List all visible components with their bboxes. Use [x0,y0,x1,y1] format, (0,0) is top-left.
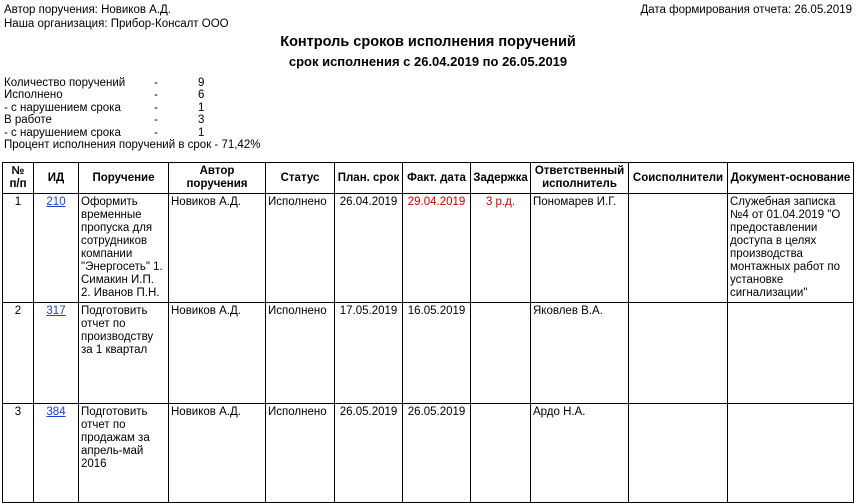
col-header-plan: План. срок [335,163,403,194]
cell-doc: Служебная записка №4 от 01.04.2019 "О предоставлении доступа в целях производства монтажных работ по установке сигнализации" [728,194,854,303]
col-header-author: Автор поручения [169,163,266,194]
cell-author: Новиков А.Д. [169,404,266,503]
cell-status: Исполнено [266,194,335,303]
cell-status: Исполнено [266,303,335,404]
cell-co [629,404,728,503]
cell-id [34,194,79,303]
cell-fact: 29.04.2019 [403,194,471,303]
cell-id [34,303,79,404]
col-header-doc: Документ-основание [728,163,854,194]
table-row [3,194,854,303]
cell-delay: 3 р.д. [471,194,531,303]
task-id-link[interactable]: 317 [46,305,66,317]
table-header-row [3,163,854,194]
cell-responsible: Яковлев В.А. [531,303,629,404]
col-header-responsible: Ответственный исполнитель [531,163,629,194]
col-header-id: ИД [34,163,79,194]
cell-task: Подготовить отчет по производству за 1 квартал [79,303,169,404]
task-id-link[interactable]: 384 [46,406,66,418]
author-line: Автор поручения: Новиков А.Д. [4,4,172,16]
cell-fact: 26.05.2019 [403,404,471,503]
cell-plan: 26.04.2019 [335,194,403,303]
on-time-percent: Процент исполнения поручений в срок - 71,42% [4,139,261,151]
organization-line: Наша организация: Прибор-Консалт ООО [4,18,229,30]
cell-author: Новиков А.Д. [169,194,266,303]
table-row [3,303,854,404]
cell-responsible: Ардо Н.А. [531,404,629,503]
stat-label: - с нарушением срока [4,126,121,139]
cell-co [629,194,728,303]
stat-label: - с нарушением срока [4,101,121,114]
report-date: Дата формирования отчета: 26.05.2019 [640,4,852,16]
stat-done-late [4,102,304,114]
col-header-status: Статус [266,163,335,194]
stat-value: 1 [198,101,205,114]
report-header-left [4,3,229,31]
stat-done [4,89,304,101]
stats-block [4,77,304,139]
stat-value: 1 [198,126,205,139]
stat-total [4,77,304,89]
cell-num: 2 [3,303,34,404]
stat-value: 6 [198,89,205,102]
col-header-fact: Факт. дата [403,163,471,194]
report-title: Контроль сроков исполнения поручений [280,34,576,50]
stat-in-work-late [4,127,304,139]
cell-delay [471,404,531,503]
cell-responsible: Пономарев И.Г. [531,194,629,303]
tasks-table [2,162,854,503]
col-header-task: Поручение [79,163,169,194]
stat-label: Количество поручений [4,77,126,89]
stat-dash: - [154,126,158,139]
col-header-num: № п/п [3,163,34,194]
stat-value: 9 [198,77,205,89]
cell-id [34,404,79,503]
cell-task: Подготовить отчет по продажам за апрель-май 2016 [79,404,169,503]
stat-value: 3 [198,114,205,127]
stat-in-work [4,114,304,126]
cell-num: 3 [3,404,34,503]
table-row [3,404,854,503]
cell-num: 1 [3,194,34,303]
stat-dash: - [154,101,158,114]
stat-dash: - [154,89,158,102]
cell-fact: 16.05.2019 [403,303,471,404]
task-id-link[interactable]: 210 [46,196,66,208]
col-header-delay: Задержка [471,163,531,194]
cell-doc [728,404,854,503]
cell-co [629,303,728,404]
cell-plan: 26.05.2019 [335,404,403,503]
cell-status: Исполнено [266,404,335,503]
cell-delay [471,303,531,404]
cell-plan: 17.05.2019 [335,303,403,404]
cell-task: Оформить временные пропуска для сотрудников компании "Энергосеть" 1. Симакин И.П. 2. Иванов П.Н. [79,194,169,303]
stat-dash: - [154,77,158,89]
cell-author: Новиков А.Д. [169,303,266,404]
stat-dash: - [154,114,158,127]
stat-label: В работе [4,114,52,127]
stat-label: Исполнено [4,89,63,102]
report-subtitle: срок исполнения с 26.04.2019 по 26.05.2019 [288,54,568,69]
cell-doc [728,303,854,404]
col-header-co: Соисполнители [629,163,728,194]
